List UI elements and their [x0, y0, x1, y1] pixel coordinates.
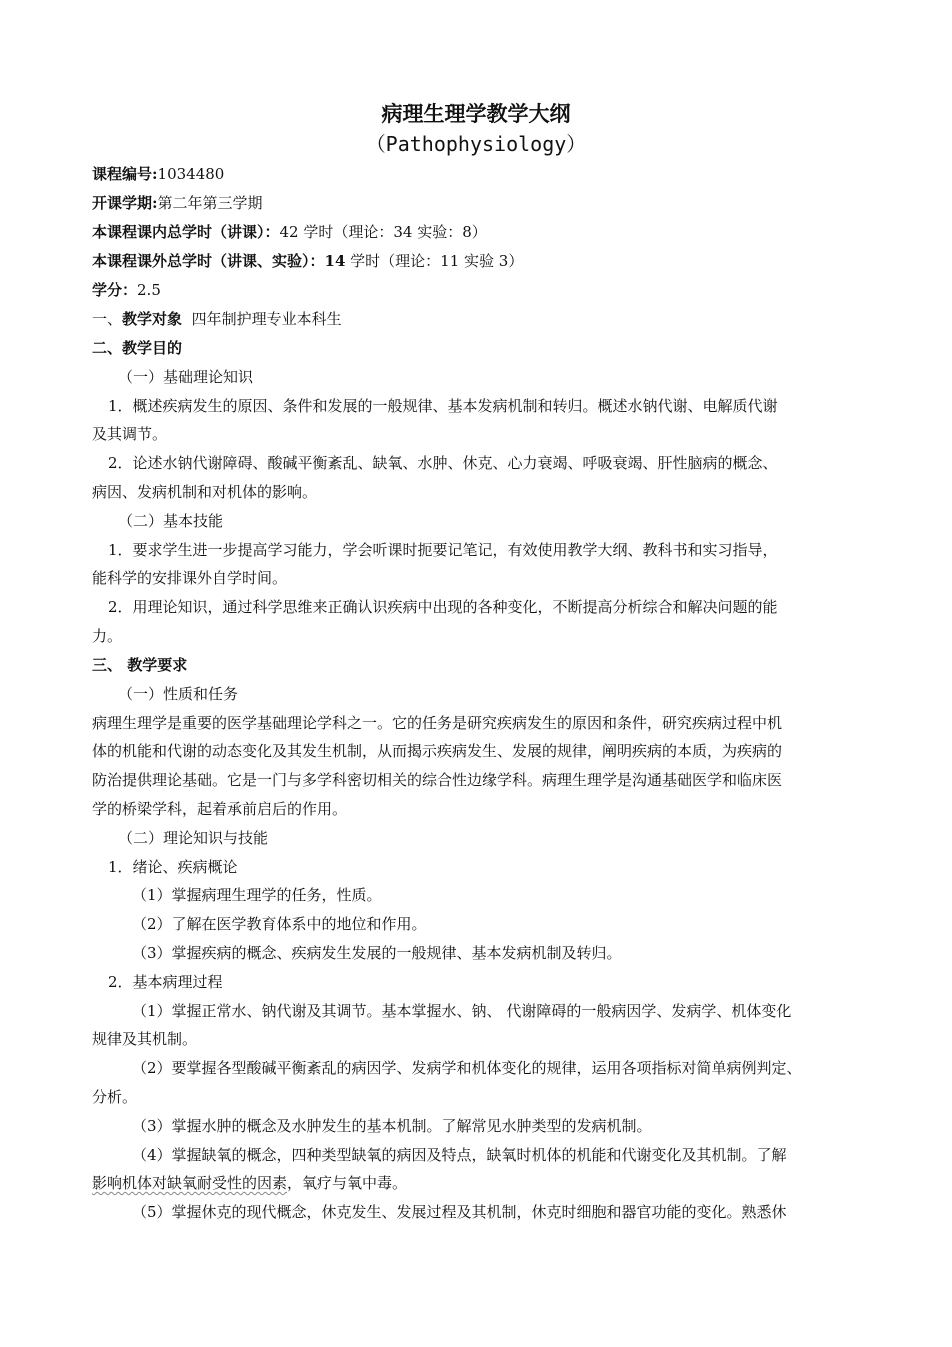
- paragraph-line: 病理生理学是重要的医学基础理论学科之一。它的任务是研究疾病发生的原因和条件，研究疾病过程中机: [92, 714, 783, 732]
- out-class-hours-number: 14: [324, 252, 346, 270]
- credit-value: 2.5: [137, 281, 161, 299]
- list-item-continuation: 分析。: [92, 1088, 138, 1106]
- list-item: （3）掌握疾病的概念、疾病发生发展的一般规律、基本发病机制及转归。: [132, 944, 622, 962]
- section-1-number: 一、: [92, 310, 123, 328]
- grammar-underlined-text: 影响机体对缺氧耐受性的因素: [92, 1174, 288, 1192]
- in-class-hours-label: 本课程课内总学时（讲课）：: [92, 223, 280, 241]
- credit-line: [92, 279, 161, 301]
- list-item-continuation: [92, 1172, 407, 1194]
- section-3-sub-1: （一）性质和任务: [118, 685, 239, 703]
- section-3-heading: 三、 教学要求: [92, 656, 188, 674]
- semester-line: [92, 192, 263, 214]
- paragraph-line: 2．论述水钠代谢障碍、酸碱平衡紊乱、缺氧、水肿、休克、心力衰竭、呼吸衰竭、肝性脑病的概念、: [108, 454, 778, 472]
- list-item: （2）了解在医学教育体系中的地位和作用。: [132, 915, 427, 933]
- document-title: 病理生理学教学大纲: [381, 101, 571, 126]
- list-item: （5）掌握休克的现代概念，休克发生、发展过程及其机制，休克时细胞和器官功能的变化。熟悉休: [132, 1203, 787, 1221]
- list-item: （1）掌握病理生理学的任务，性质。: [132, 886, 382, 904]
- list-item: （4）掌握缺氧的概念，四种类型缺氧的病因及特点，缺氧时机体的机能和代谢变化及其机制。了解: [132, 1146, 787, 1164]
- list-item: （3）掌握水肿的概念及水肿发生的基本机制。了解常见水肿类型的发病机制。: [132, 1117, 652, 1135]
- course-code-value: 1034480: [157, 165, 225, 183]
- section-1-text: 四年制护理专业本科生: [182, 310, 342, 328]
- section-3-sub-2: （二）理论知识与技能: [118, 829, 269, 847]
- section-1-line: [92, 308, 342, 330]
- section-2-sub-2: （二）基本技能: [118, 512, 224, 530]
- out-class-hours-line: [92, 250, 523, 272]
- section-2-heading: 二、教学目的: [92, 339, 183, 357]
- section-2-sub-1: （一）基础理论知识: [118, 368, 254, 386]
- paragraph-line: 1．要求学生进一步提高学习能力，学会听课时扼要记笔记，有效使用教学大纲、教科书和实习指导，: [108, 541, 778, 559]
- paragraph-line: 力。: [92, 627, 123, 645]
- semester-value: 第二年第三学期: [157, 194, 263, 212]
- in-class-hours-value: 42 学时（理论：34 实验：8）: [279, 223, 487, 241]
- credit-label: 学分：: [92, 281, 138, 299]
- list-item-continuation: 规律及其机制。: [92, 1030, 198, 1048]
- paragraph-line: 及其调节。: [92, 425, 168, 443]
- semester-label: 开课学期:: [92, 194, 158, 212]
- list-item-heading: 1．绪论、疾病概论: [108, 858, 238, 876]
- out-class-hours-label: 本课程课外总学时（讲课、实验）：: [92, 252, 325, 270]
- list-item-text: ，氧疗与氧中毒。: [287, 1174, 408, 1192]
- section-1-heading: 教学对象: [122, 310, 183, 328]
- paragraph-line: 学的桥梁学科，起着承前启后的作用。: [92, 800, 348, 818]
- list-item-heading: 2．基本病理过程: [108, 973, 223, 991]
- paragraph-line: 1．概述疾病发生的原因、条件和发展的一般规律、基本发病机制和转归。概述水钠代谢、电解质代谢: [108, 397, 778, 415]
- out-class-hours-detail: 学时（理论：11 实验 3）: [345, 252, 524, 270]
- list-item: （2）要掌握各型酸碱平衡紊乱的病因学、发病学和机体变化的规律，运用各项指标对简单病例判定、: [132, 1059, 802, 1077]
- paragraph-line: 能科学的安排课外自学时间。: [92, 569, 288, 587]
- list-item: （1）掌握正常水、钠代谢及其调节。基本掌握水、钠、 代谢障碍的一般病因学、发病学、机体变化: [132, 1002, 792, 1020]
- paragraph-line: 2．用理论知识，通过科学思维来正确认识疾病中出现的各种变化，不断提高分析综合和解决问题的能: [108, 598, 778, 616]
- paragraph-line: 防治提供理论基础。它是一门与多学科密切相关的综合性边缘学科。病理生理学是沟通基础医学和临床医: [92, 771, 783, 789]
- course-code-line: [92, 163, 224, 185]
- paragraph-line: 体的机能和代谢的动态变化及其发生机制，从而揭示疾病发生、发展的规律，阐明疾病的本质，为疾病的: [92, 742, 783, 760]
- course-code-label: 课程编号:: [92, 165, 158, 183]
- document-subtitle: （Pathophysiology）: [365, 132, 587, 156]
- paragraph-line: 病因、发病机制和对机体的影响。: [92, 483, 318, 501]
- in-class-hours-line: [92, 221, 487, 243]
